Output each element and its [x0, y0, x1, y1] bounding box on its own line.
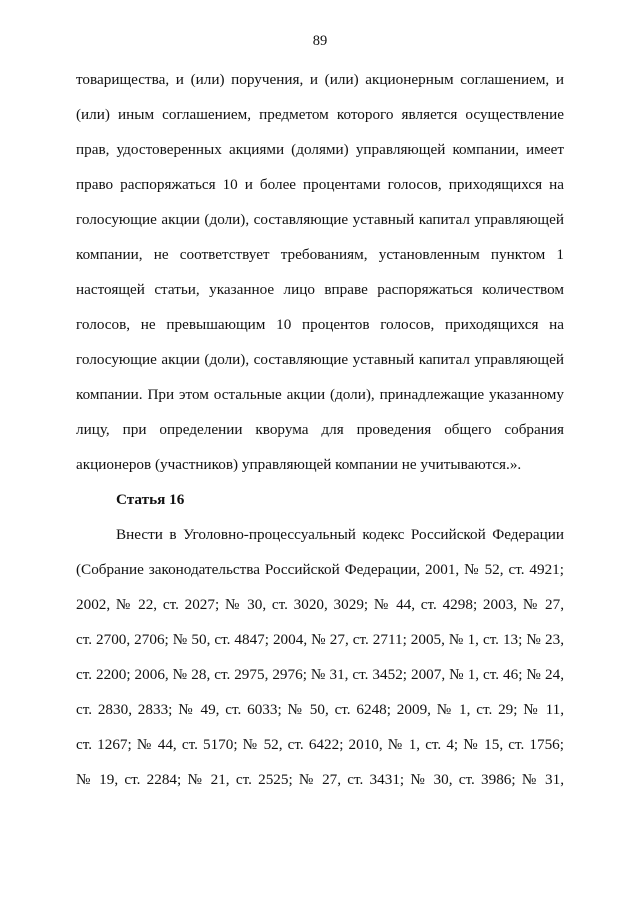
paragraph-line: право распоряжаться 10 и более процентами голосов, приходящихся на: [76, 176, 564, 193]
paragraph-line: товарищества, и (или) поручения, и (или) акционерным соглашением, и: [76, 71, 564, 88]
page-number: 89: [312, 33, 328, 49]
paragraph-line: прав, удостоверенных акциями (долями) управляющей компании, имеет: [76, 141, 564, 158]
paragraph-line: компании. При этом остальные акции (доли), принадлежащие указанному: [76, 386, 564, 403]
paragraph-line: голосов, не превышающим 10 процентов голосов, приходящихся на: [76, 316, 564, 333]
paragraph-line: голосующие акции (доли), составляющие уставный капитал управляющей: [76, 211, 564, 228]
paragraph-line: (или) иным соглашением, предметом которого является осуществление: [76, 106, 564, 123]
paragraph-line: голосующие акции (доли), составляющие уставный капитал управляющей: [76, 351, 564, 368]
paragraph-line: лицу, при определении кворума для проведения общего собрания: [76, 421, 564, 438]
paragraph-line: Внести в Уголовно-процессуальный кодекс Российской Федерации: [116, 526, 564, 543]
paragraph-line: № 19, ст. 2284; № 21, ст. 2525; № 27, ст. 3431; № 30, ст. 3986; № 31,: [76, 771, 564, 788]
paragraph-line: ст. 1267; № 44, ст. 5170; № 52, ст. 6422; 2010, № 1, ст. 4; № 15, ст. 1756;: [76, 736, 564, 753]
article-heading: Статья 16: [116, 491, 185, 508]
paragraph-line: настоящей статьи, указанное лицо вправе распоряжаться количеством: [76, 281, 564, 298]
paragraph-line: акционеров (участников) управляющей компании не учитываются.».: [76, 456, 522, 473]
paragraph-line: ст. 2830, 2833; № 49, ст. 6033; № 50, ст. 6248; 2009, № 1, ст. 29; № 11,: [76, 701, 564, 718]
paragraph-line: 2002, № 22, ст. 2027; № 30, ст. 3020, 3029; № 44, ст. 4298; 2003, № 27,: [76, 596, 564, 613]
paragraph-line: ст. 2700, 2706; № 50, ст. 4847; 2004, № 27, ст. 2711; 2005, № 1, ст. 13; № 23,: [76, 631, 564, 648]
paragraph-line: компании, не соответствует требованиям, установленным пунктом 1: [76, 246, 564, 263]
paragraph-line: ст. 2200; 2006, № 28, ст. 2975, 2976; № 31, ст. 3452; 2007, № 1, ст. 46; № 24,: [76, 666, 564, 683]
paragraph-line: (Собрание законодательства Российской Федерации, 2001, № 52, ст. 4921;: [76, 561, 564, 578]
